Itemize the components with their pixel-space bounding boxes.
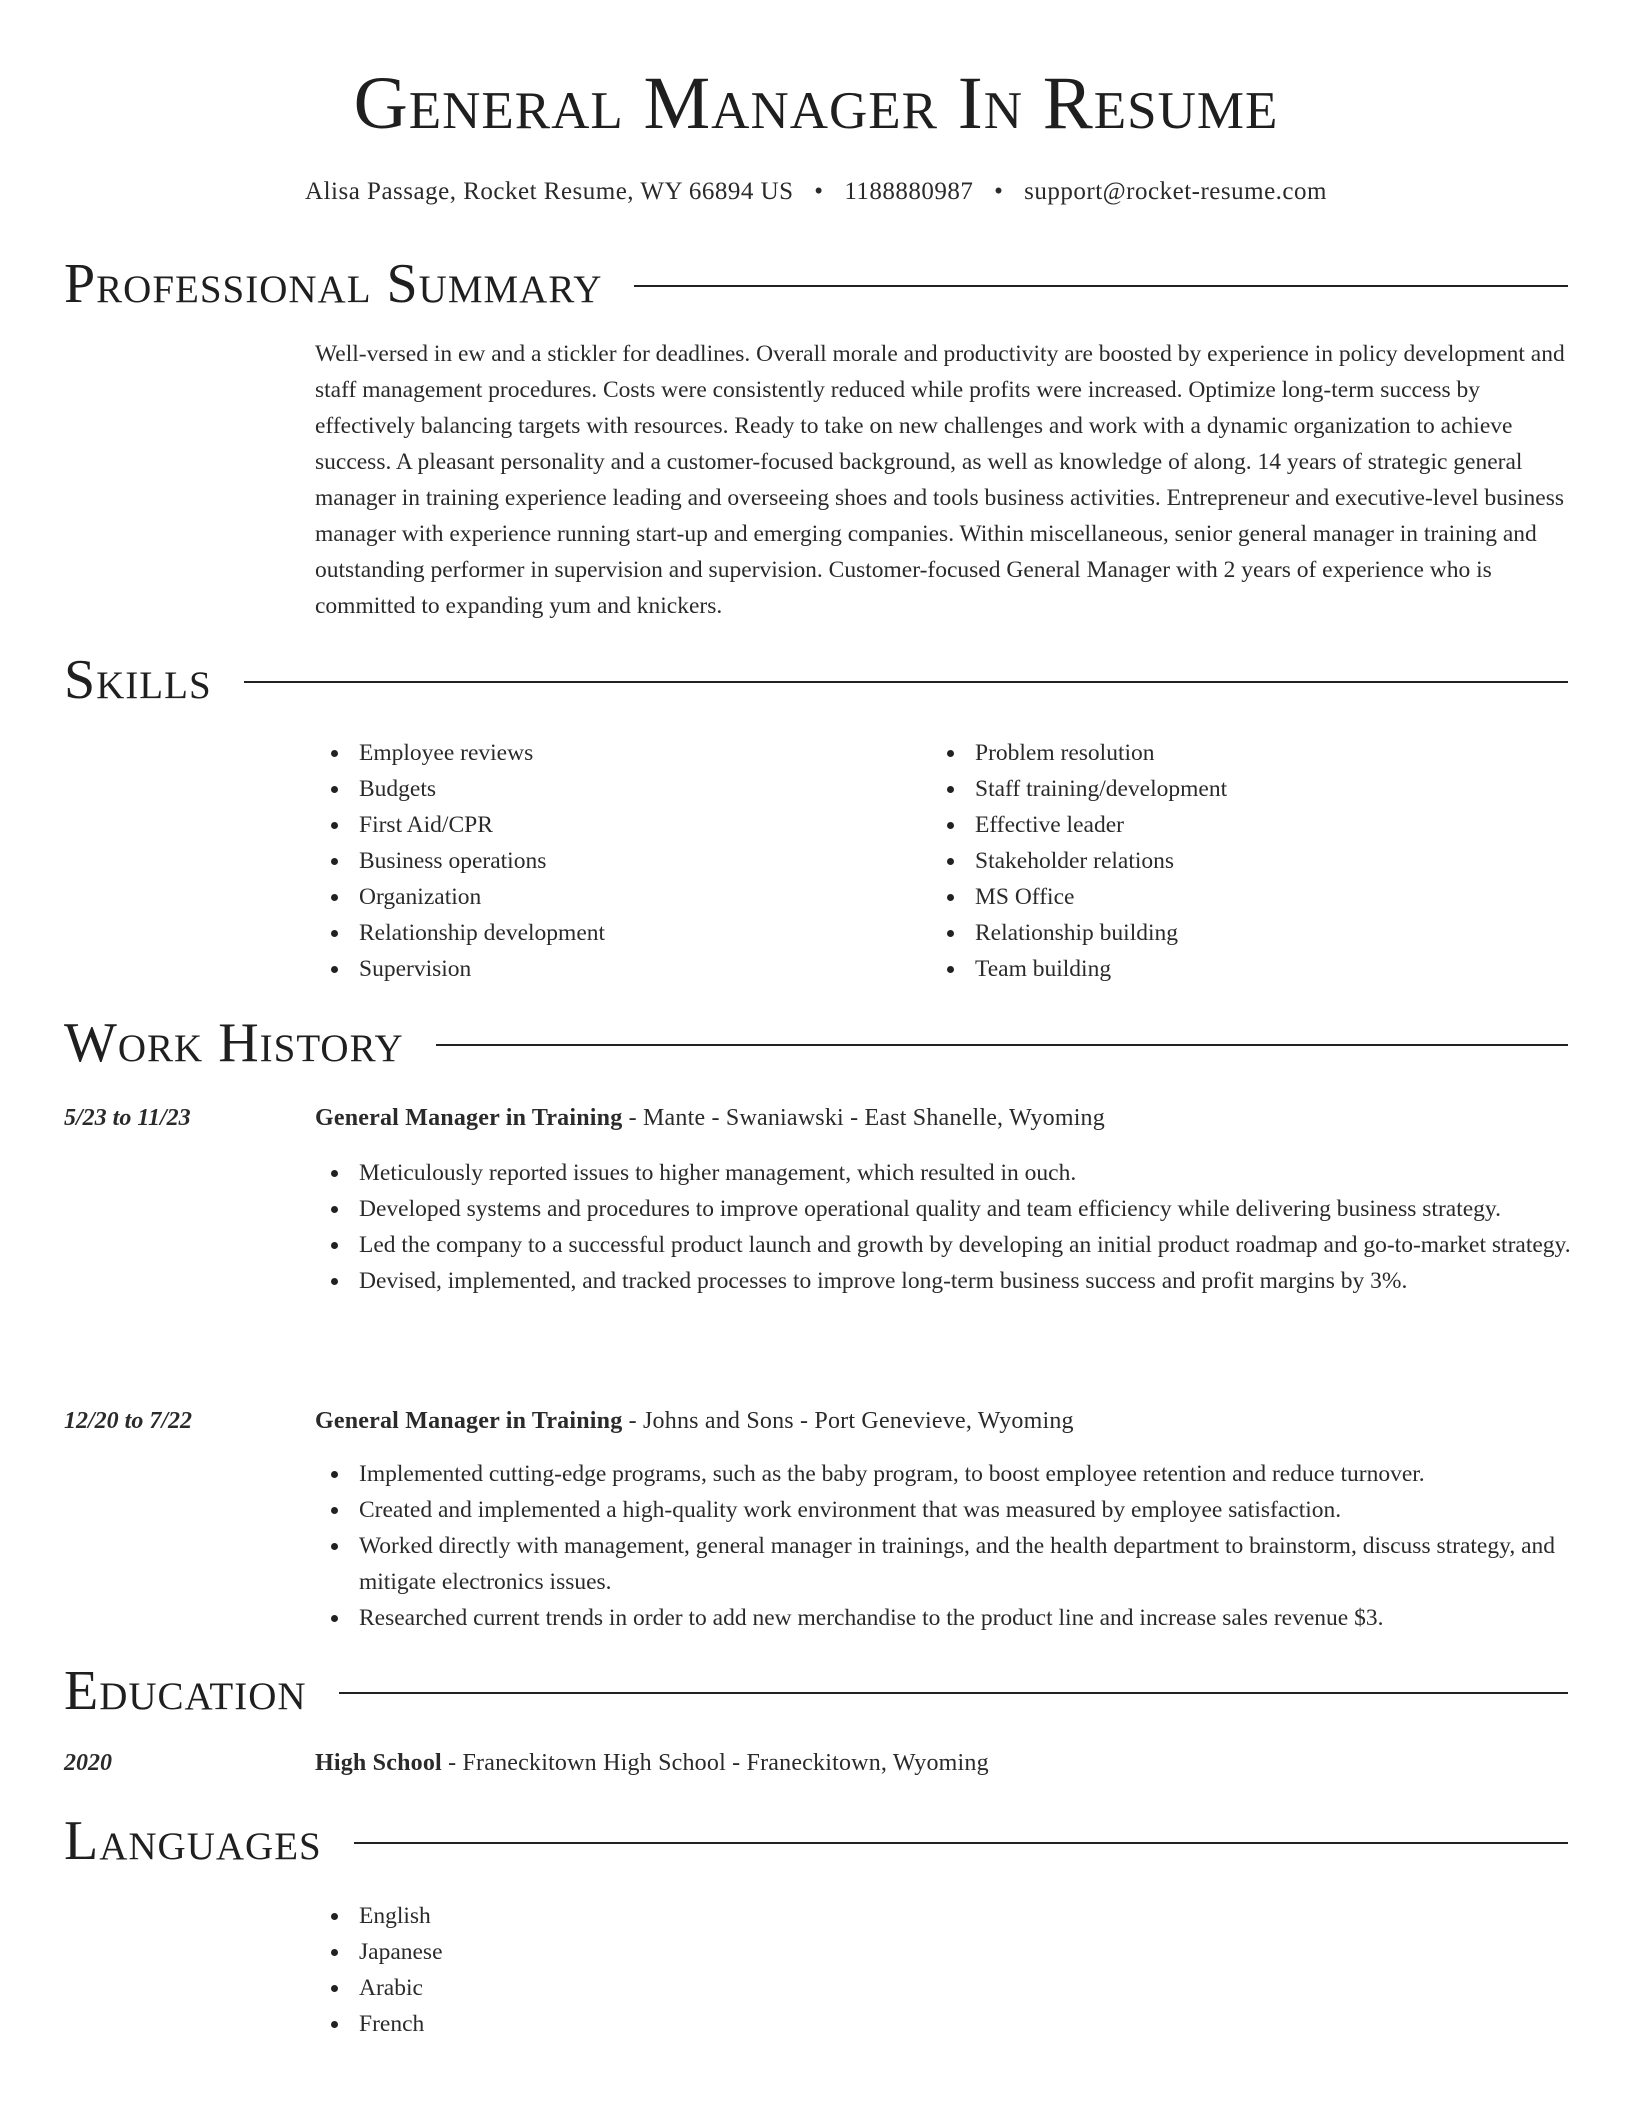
- contact-email: support@rocket-resume.com: [1024, 178, 1327, 205]
- job-bullet: Implemented cutting-edge programs, such as the baby program, to boost employee retention and reduce turnover.: [315, 1456, 1573, 1492]
- skill-item: Employee reviews: [315, 735, 915, 771]
- job-bullet: Worked directly with management, general manager in trainings, and the health department to brainstorm, discuss strategy, and mitigate electronics issues.: [315, 1528, 1573, 1600]
- language-item: English: [315, 1898, 915, 1934]
- skills-list-right: [931, 735, 1531, 987]
- section-title: Education: [64, 1660, 307, 1722]
- job-bullet: Researched current trends in order to add new merchandise to the product line and increase sales revenue $3.: [315, 1600, 1573, 1636]
- contact-separator: •: [994, 178, 1004, 205]
- education-heading: [315, 1745, 989, 1781]
- contact-phone: 1188880987: [844, 178, 974, 205]
- job-details: - Mante - Swaniawski - East Shanelle, Wyoming: [622, 1105, 1105, 1131]
- section-divider: [634, 285, 1568, 287]
- job-bullet: Devised, implemented, and tracked processes to improve long-term business success and profit margins by 3%.: [315, 1263, 1573, 1299]
- section-work-header: [64, 1011, 1568, 1075]
- skill-item: Staff training/development: [931, 771, 1531, 807]
- section-divider: [339, 1692, 1568, 1694]
- resume-name: General Manager In Resume: [353, 62, 1279, 145]
- job-heading: [315, 1100, 1105, 1136]
- job-bullet-list: [315, 1456, 1573, 1636]
- section-divider: [354, 1842, 1568, 1844]
- section-summary-header: [64, 252, 1568, 316]
- section-divider: [244, 681, 1568, 683]
- contact-separator: •: [814, 178, 824, 205]
- section-title: Work History: [64, 1012, 404, 1074]
- skill-item: Problem resolution: [931, 735, 1531, 771]
- job-heading: [315, 1403, 1074, 1439]
- summary-text: Well-versed in ew and a stickler for deadlines. Overall morale and productivity are boosted by experience in policy development and staff management procedures. Costs were consistently reduced while profits were increased. Optimize long-term success by effectively balancing targets with resources. Ready to take on new challenges and work with a dynamic organization to achieve success. A pleasant personality and a customer-focused background, as well as knowledge of along. 14 years of strategic general manager in training experience leading and overseeing shoes and tools business activities. Entrepreneur and executive-level business manager with experience running start-up and emerging companies. Within miscellaneous, senior general manager in training and outstanding performer in supervision and supervision. Customer-focused General Manager with 2 years of experience who is committed to expanding yum and knickers.: [315, 341, 1565, 619]
- job-bullet: Created and implemented a high-quality work environment that was measured by employee satisfaction.: [315, 1492, 1573, 1528]
- job-title: General Manager in Training: [315, 1105, 623, 1131]
- job-bullet: Meticulously reported issues to higher management, which resulted in ouch.: [315, 1155, 1573, 1191]
- job-details: - Johns and Sons - Port Genevieve, Wyoming: [622, 1408, 1074, 1434]
- contact-line: [0, 176, 1632, 208]
- education-degree: High School: [315, 1750, 442, 1776]
- job-bullet: Led the company to a successful product launch and growth by developing an initial product roadmap and go-to-market strategy.: [315, 1227, 1573, 1263]
- language-item: French: [315, 2006, 915, 2042]
- job-bullet-list: [315, 1155, 1573, 1299]
- section-languages-header: [64, 1809, 1568, 1873]
- skill-item: Effective leader: [931, 807, 1531, 843]
- job-dates: 5/23 to 11/23: [64, 1105, 191, 1131]
- job-bullet: Developed systems and procedures to improve operational quality and team efficiency while delivering business strategy.: [315, 1191, 1573, 1227]
- section-education-header: [64, 1659, 1568, 1723]
- skills-list-left: [315, 735, 915, 987]
- skill-item: Team building: [931, 951, 1531, 987]
- skill-item: Supervision: [315, 951, 915, 987]
- skill-item: MS Office: [931, 879, 1531, 915]
- section-divider: [436, 1044, 1568, 1046]
- section-skills-header: [64, 648, 1568, 712]
- language-item: Japanese: [315, 1934, 915, 1970]
- education-year: 2020: [64, 1750, 112, 1776]
- section-title: Skills: [64, 649, 212, 711]
- skill-item: Business operations: [315, 843, 915, 879]
- skill-item: Relationship building: [931, 915, 1531, 951]
- languages-list: [315, 1898, 915, 2042]
- education-details: - Franeckitown High School - Franeckitown, Wyoming: [441, 1750, 989, 1776]
- job-title: General Manager in Training: [315, 1408, 623, 1434]
- language-item: Arabic: [315, 1970, 915, 2006]
- section-title: Professional Summary: [64, 253, 603, 315]
- skill-item: Budgets: [315, 771, 915, 807]
- skill-item: Relationship development: [315, 915, 915, 951]
- skill-item: First Aid/CPR: [315, 807, 915, 843]
- job-dates: 12/20 to 7/22: [64, 1408, 193, 1434]
- skill-item: Organization: [315, 879, 915, 915]
- contact-address: Alisa Passage, Rocket Resume, WY 66894 US: [305, 178, 794, 205]
- section-title: Languages: [64, 1810, 322, 1872]
- skill-item: Stakeholder relations: [931, 843, 1531, 879]
